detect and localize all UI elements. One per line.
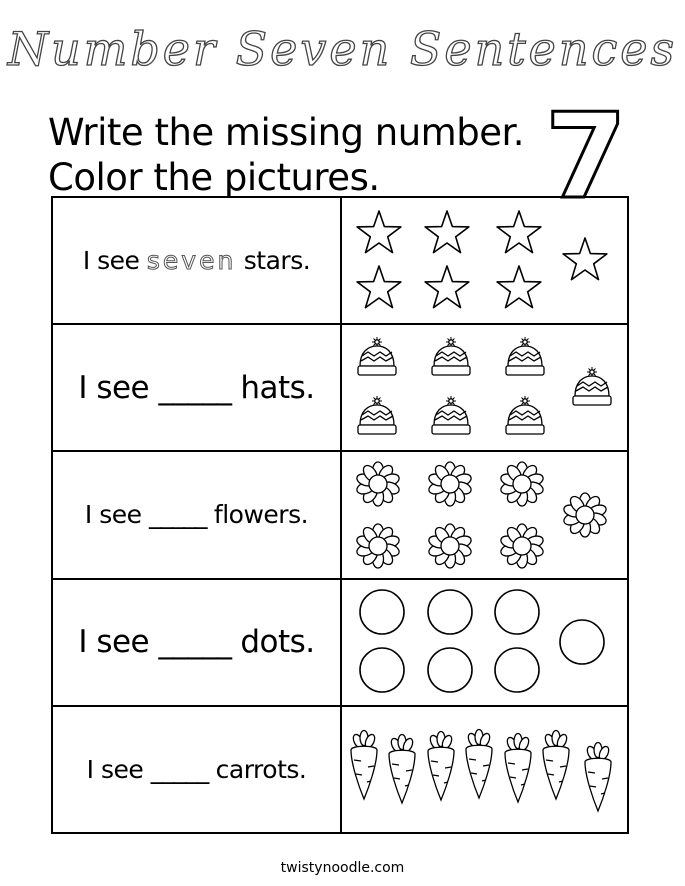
table-row bbox=[52, 706, 628, 833]
sentence-prefix: I see bbox=[78, 624, 159, 661]
table-row bbox=[52, 451, 628, 578]
worksheet-table bbox=[51, 196, 629, 834]
star-icon bbox=[425, 266, 469, 308]
hat-icon bbox=[358, 396, 396, 434]
sentence-suffix: carrots. bbox=[208, 754, 307, 784]
hats-picture-cell bbox=[341, 324, 628, 451]
dot-icon bbox=[495, 590, 539, 634]
dots-picture-cell bbox=[341, 579, 628, 706]
answer-blank: _____ bbox=[148, 500, 207, 530]
sentence-suffix: flowers. bbox=[206, 500, 309, 530]
sentence-dots bbox=[52, 579, 341, 706]
traced-number-word: seven bbox=[146, 246, 237, 276]
carrots-picture-cell bbox=[341, 706, 628, 833]
answer-blank: _____ bbox=[150, 754, 209, 784]
star-icon bbox=[563, 238, 607, 280]
carrot-icon bbox=[466, 730, 492, 799]
stars-picture-cell bbox=[341, 197, 628, 324]
table-row bbox=[52, 197, 628, 324]
flower-icon bbox=[355, 524, 400, 568]
table-row bbox=[52, 324, 628, 451]
star-icon bbox=[497, 266, 541, 308]
sentence-carrots bbox=[52, 706, 341, 833]
sentence-prefix: I see bbox=[86, 754, 151, 784]
instructions bbox=[48, 110, 524, 200]
sentence-prefix: I see bbox=[84, 500, 149, 530]
sentence-stars bbox=[52, 197, 341, 324]
carrot-icon bbox=[505, 734, 531, 803]
instruction-line-2: Color the pictures. bbox=[48, 156, 380, 199]
carrot-icon bbox=[543, 731, 569, 800]
stars-group bbox=[342, 199, 627, 323]
dot-icon bbox=[360, 648, 404, 692]
star-icon bbox=[357, 266, 401, 308]
sentence-suffix: hats. bbox=[230, 369, 315, 406]
dot-icon bbox=[360, 590, 404, 634]
flower-icon bbox=[499, 524, 544, 568]
dot-icon bbox=[428, 648, 472, 692]
hat-icon bbox=[432, 396, 470, 434]
flowers-picture-cell bbox=[341, 451, 628, 578]
hat-icon bbox=[358, 337, 396, 375]
big-number-seven: 7 bbox=[544, 87, 627, 225]
table-row bbox=[52, 579, 628, 706]
hats-group bbox=[342, 326, 627, 450]
flower-icon bbox=[562, 493, 607, 537]
flower-icon bbox=[427, 462, 472, 506]
flowers-group bbox=[342, 453, 627, 577]
answer-blank: _____ bbox=[158, 369, 231, 406]
dot-icon bbox=[560, 620, 604, 664]
star-icon bbox=[357, 211, 401, 253]
sentence-prefix: I see bbox=[78, 369, 159, 406]
sentence-suffix: dots. bbox=[230, 624, 315, 661]
flower-icon bbox=[427, 524, 472, 568]
dots-group bbox=[342, 580, 627, 704]
star-icon bbox=[425, 211, 469, 253]
carrot-icon bbox=[428, 732, 454, 801]
sentence-suffix: stars. bbox=[236, 246, 311, 276]
carrot-icon bbox=[351, 731, 377, 800]
footer-credit: twistynoodle.com bbox=[280, 860, 405, 876]
sentence-hats bbox=[52, 324, 341, 451]
hat-icon bbox=[506, 337, 544, 375]
hat-icon bbox=[432, 337, 470, 375]
hat-icon bbox=[573, 367, 611, 405]
carrot-icon bbox=[389, 735, 415, 804]
carrot-icon bbox=[585, 743, 611, 812]
answer-blank: _____ bbox=[158, 624, 231, 661]
dot-icon bbox=[495, 648, 539, 692]
carrots-group bbox=[342, 707, 627, 831]
flower-icon bbox=[499, 462, 544, 506]
dot-icon bbox=[428, 590, 472, 634]
sentence-flowers bbox=[52, 451, 341, 578]
star-icon bbox=[497, 211, 541, 253]
hat-icon bbox=[506, 396, 544, 434]
flower-icon bbox=[355, 462, 400, 506]
instruction-line-1: Write the missing number. bbox=[48, 111, 525, 154]
sentence-prefix: I see bbox=[82, 246, 147, 276]
worksheet-title: Number Seven Sentences bbox=[7, 22, 678, 76]
